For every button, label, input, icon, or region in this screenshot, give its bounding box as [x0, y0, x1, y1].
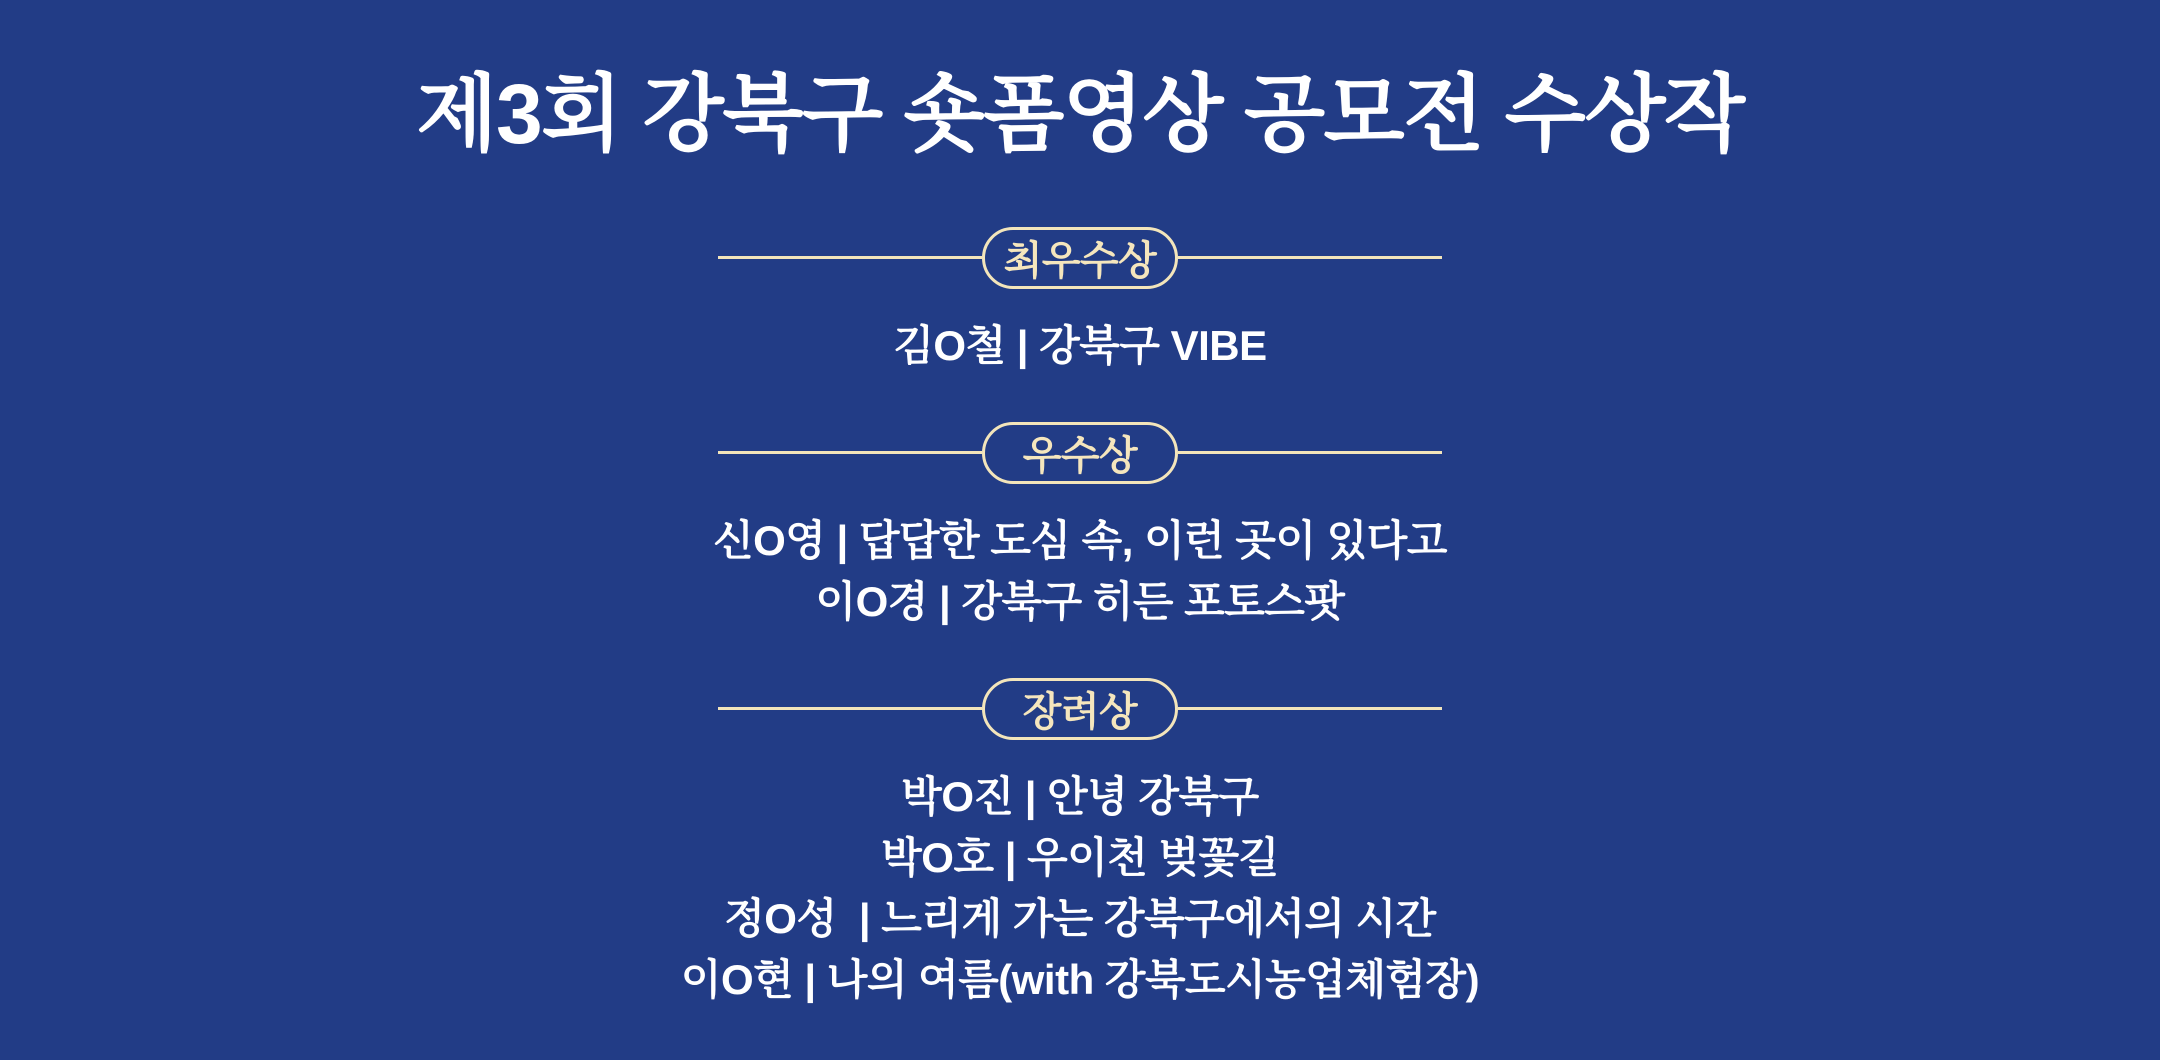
winner-entry: 김O철 | 강북구 VIBE: [893, 321, 1267, 369]
section-encouragement-prize: [681, 678, 1479, 1010]
badge-line-left: [718, 707, 982, 710]
award-badge-row: [718, 422, 1442, 484]
winner-entry: 이O현 | 나의 여름(with 강북도시농업체험장): [680, 955, 1480, 1003]
award-badge-encouragement-prize: 장려상: [982, 678, 1178, 740]
badge-line-left: [718, 451, 982, 454]
badge-line-right: [1178, 707, 1442, 710]
winner-entry: 신O영 | 답답한 도심 속, 이런 곳이 있다고: [713, 516, 1447, 564]
award-badge-grand-prize: 최우수상: [982, 227, 1178, 289]
section-grand-prize: [718, 227, 1442, 376]
winner-entry: 박O호 | 우이천 벚꽃길: [881, 833, 1279, 881]
award-badge-row: [718, 678, 1442, 740]
winner-list: [893, 315, 1266, 376]
winner-list: [713, 510, 1447, 632]
section-excellence-prize: [713, 422, 1447, 632]
winner-list: [681, 766, 1479, 1010]
badge-line-right: [1178, 451, 1442, 454]
award-badge-excellence-prize: 우수상: [982, 422, 1178, 484]
badge-line-right: [1178, 256, 1442, 259]
winner-entry: 정O성 | 느리게 가는 강북구에서의 시간: [724, 894, 1436, 942]
page-title: 제3회 강북구 숏폼영상 공모전 수상작: [416, 67, 1744, 161]
badge-line-left: [718, 256, 982, 259]
winner-entry: 이O경 | 강북구 히든 포토스팟: [815, 577, 1345, 625]
award-sections: [681, 165, 1479, 1010]
winner-entry: 박O진 | 안녕 강북구: [901, 772, 1259, 820]
award-badge-row: [718, 227, 1442, 289]
